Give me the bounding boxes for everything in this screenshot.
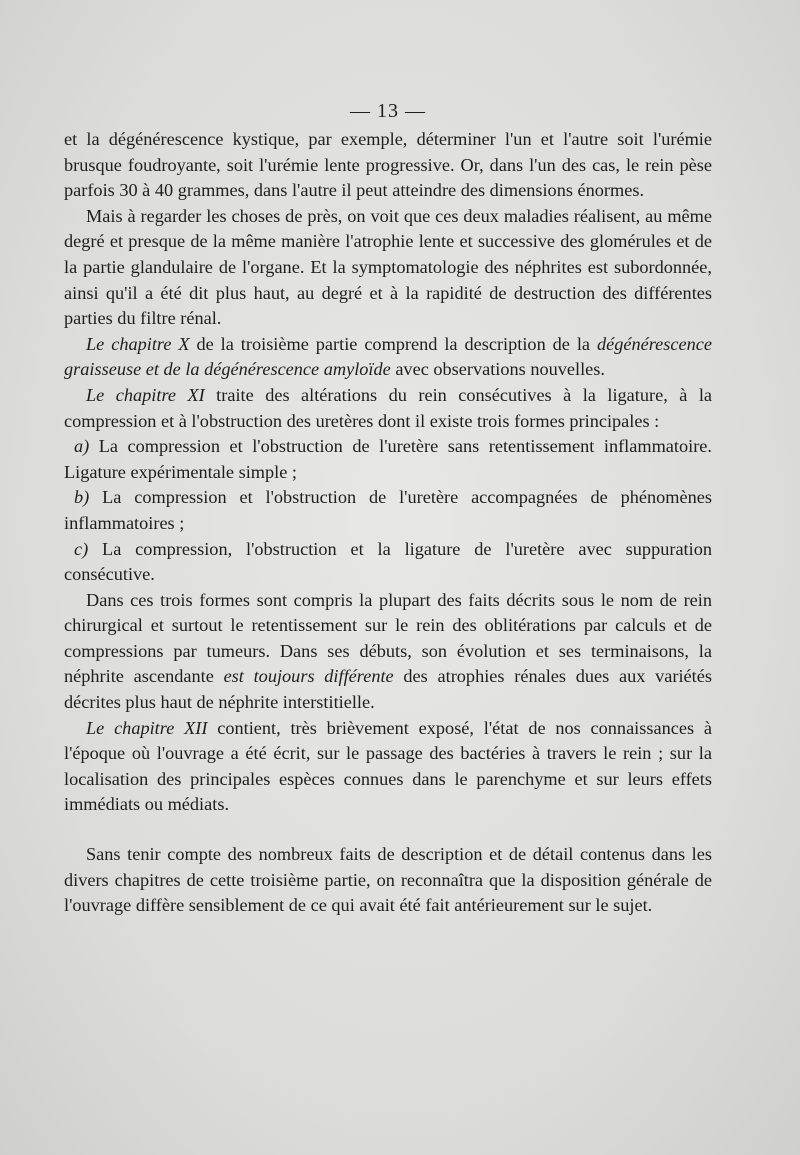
list-item-b-text: La compression et l'obstruction de l'uretère accompagnées de phénomènes inflammatoires ; [64, 487, 712, 533]
list-item-c-label: c) [74, 538, 89, 559]
chapter-xii-text: contient, très brièvement exposé, l'état de nos connaissances à l'époque où l'ouvrage a été écrit, sur le passage des bactéries à travers le rein ; sur la localisation des principales espèces connues dans le parenchyme et sur leurs effets immédiats ou médiats. [64, 717, 712, 815]
chapter-xi-text: traite des altérations du rein consécutives à la ligature, à la compression et à l'obstruction des uretères dont il existe trois formes principales : [64, 384, 713, 431]
three-forms-text: Dans ces trois formes sont compris la plupart des faits décrits sous le nom de rein chirurgical et surtout le retentissement sur le rein des oblitérations par calculs et de compressions par tumeurs. Dans ses débuts, son évolution et ses terminaisons, la néphrite ascendante [64, 589, 712, 687]
chapter-x-tail: avec observations nouvelles. [390, 359, 605, 380]
chapter-x-ref: Le chapitre X [86, 333, 190, 354]
paragraph-continuation: et la dégénérescence kystique, par exemple, déterminer l'un et l'autre soit l'urémie brusque foudroyante, soit l'urémie lente progressive. Or, dans l'un des cas, le rein pèse parfois 30 à 40 grammes, dans l'autre il peut atteindre des dimensions énormes. [64, 129, 712, 201]
section-gap [64, 818, 712, 842]
paragraph-chapter-xi [64, 383, 712, 434]
chapter-xi-ref: Le chapitre XI [86, 384, 205, 405]
paragraph-three-forms [64, 588, 712, 716]
chapter-x-text: de la troisième partie comprend la description de la [189, 333, 597, 354]
list-item-c [64, 537, 712, 588]
three-forms-emphasis: est toujours différente [223, 666, 394, 687]
paragraph-atrophy: Mais à regarder les choses de près, on voit que ces deux maladies réalisent, au même degré et presque de la même manière l'atrophie lente et successive des glomérules et de la partie glandulaire de l'organe. Et la symptomatologie des néphrites est subordonnée, ainsi qu'il a été dit plus haut, au degré et à la rapidité de destruction des différentes parties du filtre rénal. [64, 205, 712, 329]
list-item-a-text: La compression et l'obstruction de l'uretère sans retentissement inflammatoire. Ligature expérimentale simple ; [64, 436, 712, 482]
list-item-b-label: b) [74, 487, 90, 508]
chapter-xii-ref: Le chapitre XII [86, 717, 208, 738]
three-forms-tail: des atrophies rénales dues aux variétés décrites plus haut de néphrite interstitielle. [64, 666, 712, 713]
paragraph-chapter-x [64, 332, 712, 383]
list-item-c-text: La compression, l'obstruction et la ligature de l'uretère avec suppuration consécutive. [64, 538, 712, 585]
paragraph-chapter-xii [64, 716, 712, 818]
list-item-b [64, 485, 712, 536]
list-item-a-label: a) [74, 436, 90, 457]
paragraph-conclusion: Sans tenir compte des nombreux faits de description et de détail contenus dans les divers chapitres de cette troisième partie, on reconnaîtra que la disposition générale de l'ouvrage diffère sensiblement de ce qui avait été fait antérieurement sur le sujet. [64, 844, 712, 916]
page-number: — 13 — [350, 100, 426, 122]
list-item-a [64, 434, 712, 485]
chapter-x-topic: dégénérescence graisseuse et de la dégénérescence amyloïde [64, 333, 712, 380]
